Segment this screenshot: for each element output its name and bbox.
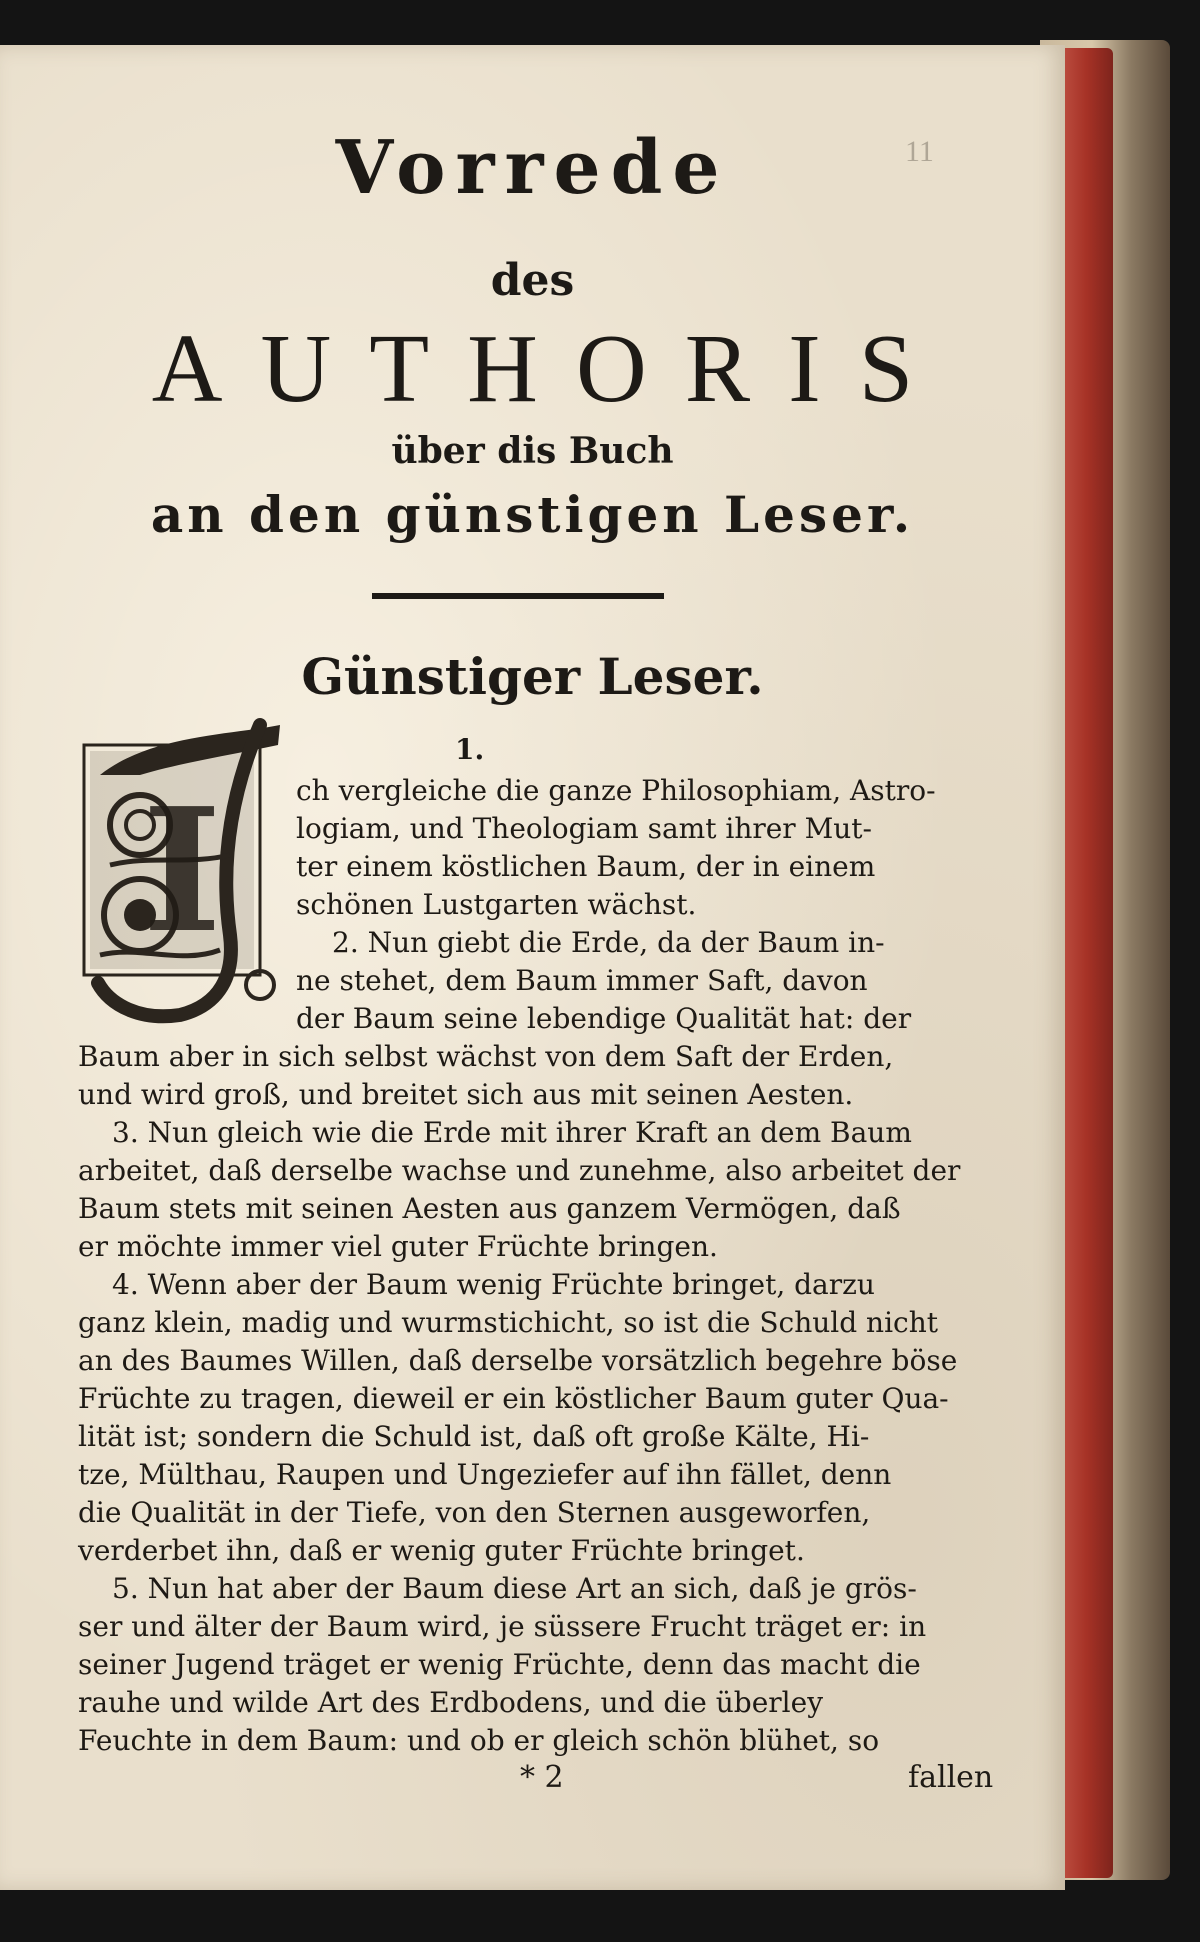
section-number: 1. xyxy=(455,733,485,766)
text-line: ser und älter der Baum wird, je süssere Frucht träget er: in xyxy=(78,1610,927,1643)
text-line: tze, Mülthau, Raupen und Ungeziefer auf ihn fället, denn xyxy=(78,1458,892,1491)
text-line: arbeitet, daß derselbe wachse und zunehme, also arbeitet der xyxy=(78,1154,961,1187)
text-line: Baum aber in sich selbst wächst von dem Saft der Erden, xyxy=(78,1040,894,1073)
text-line: schönen Lustgarten wächst. xyxy=(296,888,697,921)
title-an-den-leser: an den günstigen Leser. xyxy=(150,485,915,544)
signature-mark: * 2 xyxy=(520,1760,564,1795)
text-line: ne stehet, dem Baum immer Saft, davon xyxy=(296,964,868,997)
title-vorrede: Vorrede xyxy=(335,125,730,211)
decorated-initial-i xyxy=(80,715,285,1027)
text-line: lität ist; sondern die Schuld ist, daß oft große Kälte, Hi- xyxy=(78,1420,870,1453)
text-line: er möchte immer viel guter Früchte bringen. xyxy=(78,1230,718,1263)
text-line: 2. Nun giebt die Erde, da der Baum in- xyxy=(332,926,885,959)
catchword: fallen xyxy=(908,1760,994,1795)
text-line: ter einem köstlichen Baum, der in einem xyxy=(296,850,876,883)
text-line: ch vergleiche die ganze Philosophiam, Astro- xyxy=(296,774,936,807)
red-page-edge xyxy=(1065,48,1113,1878)
title-uber-dis-buch: über dis Buch xyxy=(391,430,674,472)
text-line: 5. Nun hat aber der Baum diese Art an sich, daß je grös- xyxy=(112,1572,917,1605)
text-line: 4. Wenn aber der Baum wenig Früchte bringet, darzu xyxy=(112,1268,875,1301)
text-line: seiner Jugend träget er wenig Früchte, denn das macht die xyxy=(78,1648,921,1681)
text-line: der Baum seine lebendige Qualität hat: der xyxy=(296,1002,912,1035)
text-line: 3. Nun gleich wie die Erde mit ihrer Kraft an dem Baum xyxy=(112,1116,912,1149)
divider-rule xyxy=(372,593,664,599)
text-line: Früchte zu tragen, dieweil er ein köstlicher Baum guter Qua- xyxy=(78,1382,949,1415)
svg-text:I: I xyxy=(142,771,222,971)
text-line: verderbet ihn, daß er wenig guter Früchte bringet. xyxy=(78,1534,805,1567)
salutation: Günstiger Leser. xyxy=(301,647,764,706)
title-des: des xyxy=(490,255,575,306)
text-line: Baum stets mit seinen Aesten aus ganzem Vermögen, daß xyxy=(78,1192,901,1225)
title-authoris: AUTHORIS xyxy=(151,315,952,423)
text-line: ganz klein, madig und wurmstichicht, so ist die Schuld nicht xyxy=(78,1306,938,1339)
text-line: logiam, und Theologiam samt ihrer Mut- xyxy=(296,812,873,845)
text-line: und wird groß, und breitet sich aus mit seinen Aesten. xyxy=(78,1078,854,1111)
text-line: die Qualität in der Tiefe, von den Sternen ausgeworfen, xyxy=(78,1496,871,1529)
text-line: an des Baumes Willen, daß derselbe vorsätzlich begehre böse xyxy=(78,1344,958,1377)
text-line: rauhe und wilde Art des Erdbodens, und die überley xyxy=(78,1686,824,1719)
book-page xyxy=(0,45,1065,1890)
text-line: Feuchte in dem Baum: und ob er gleich schön blühet, so xyxy=(78,1724,880,1757)
bleed-through-mark: 11 xyxy=(905,135,934,168)
